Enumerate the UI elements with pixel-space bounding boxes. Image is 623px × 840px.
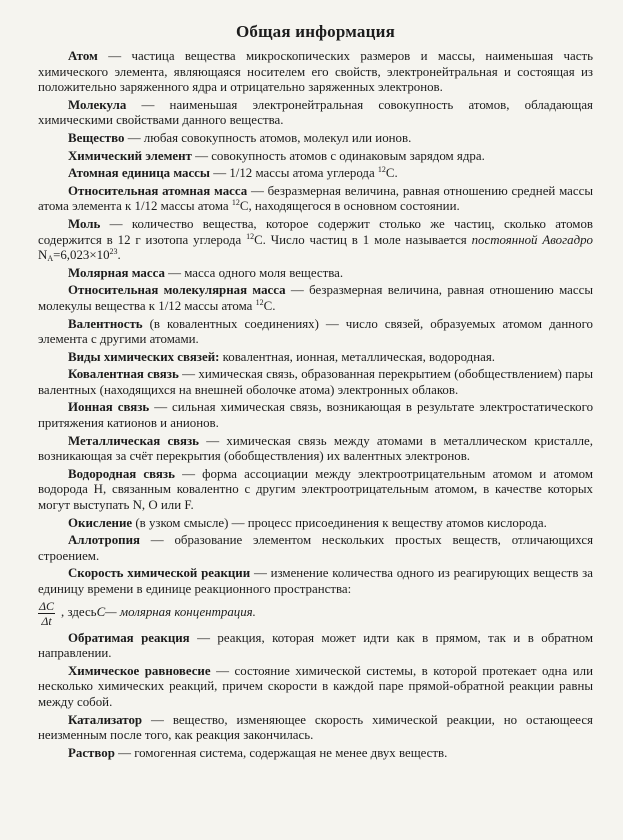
- definition-bond-types: [38, 350, 593, 366]
- definition-chemical-equilibrium: [38, 664, 593, 711]
- definition-text: C, находящегося в основном состоянии.: [239, 199, 460, 214]
- definition-text: — состояние химической системы, в которой протекает одна или несколько химических реакций, причем скорости в каждой паре прямой-обратной реакции равны между собой.: [38, 663, 593, 709]
- definition-text: — масса одного моля вещества.: [164, 265, 344, 280]
- definition-atomic-mass-unit: [38, 166, 593, 182]
- definition-text: — любая совокупность атомов, молекул или ионов.: [124, 130, 412, 145]
- definition-allotropy: [38, 533, 593, 564]
- definition-relative-molecular-mass: [38, 283, 593, 314]
- definition-text: — безразмерная величина, равная отношению средней массы атома элемента к 1/12 массы атома: [38, 183, 593, 214]
- formula-text: , здесь: [61, 605, 97, 620]
- definition-text: — изменение количества одного из реагирующих веществ за единицу времени в единице реакционного пространства:: [38, 566, 593, 596]
- definition-substance: [38, 131, 593, 147]
- definition-text: — вещество, изменяющее скорость химической реакции, но остающееся неизменным после того, как реакция закончилась.: [38, 712, 593, 743]
- definition-ionic-bond: [38, 400, 593, 431]
- term: Валентность: [68, 316, 143, 331]
- definition-text: — химическая связь между атомами в металлическом кристалле, возникающая за счёт перекрытия (обобществления) их валентных электронов.: [38, 433, 594, 464]
- term: Виды химических связей:: [68, 349, 220, 364]
- definition-text: — химическая связь, образованная перекрытием (обобществлением) пары валентных (находящихся на внешней оболочке атома) электронных облаков.: [38, 367, 593, 397]
- definition-text: — количество вещества, которое содержит столько же частиц, сколько атомов содержится в 12 г изотопа углерода: [38, 216, 593, 247]
- definition-molecule: [38, 98, 593, 129]
- term: Ковалентная связь: [68, 367, 179, 382]
- definition-text: =6,023×10: [53, 248, 110, 263]
- term: Водородная связь: [68, 466, 175, 481]
- definition-reversible-reaction: [38, 631, 593, 662]
- term: Металлическая связь: [68, 433, 199, 448]
- term: Атом: [68, 49, 98, 63]
- superscript: 12: [377, 165, 386, 175]
- term: Обратимая реакция: [68, 630, 190, 645]
- term: Химическое равновесие: [68, 663, 211, 678]
- term: Окисление: [68, 515, 133, 530]
- superscript: 23: [109, 247, 118, 257]
- definition-text: (в ковалентных соединениях) — число связей, образуемых атомом данного элемента с другими атомами.: [38, 316, 593, 347]
- definition-covalent-bond: [38, 367, 593, 398]
- definition-text: — частица вещества микроскопических размеров и массы, наименьшая часть химического элемента, являющаяся носителем его свойств, электронейтральная и состоящая из положительно заряженного ядра и отрицательно заряженных электронов.: [38, 49, 593, 95]
- definition-text: — реакция, которая может идти как в прямом, так и в обратном направлении.: [38, 630, 593, 661]
- definition-text: — сильная химическая связь, возникающая в результате электростатического притяжения катионов и анионов.: [38, 400, 594, 431]
- subscript: A: [47, 254, 54, 264]
- term: Катализатор: [68, 712, 143, 727]
- definition-chemical-element: [38, 149, 593, 165]
- term: Относительная молекулярная масса: [68, 283, 286, 298]
- definition-text: — безразмерная величина, равная отношению массы молекулы вещества к 1/12 массы атома: [38, 283, 593, 313]
- definition-text: — 1/12 массы атома углерода: [209, 166, 378, 181]
- fraction-numerator: ΔC: [39, 598, 55, 613]
- fraction-denominator: Δt: [41, 613, 52, 628]
- term: Скорость химической реакции: [68, 566, 251, 581]
- term: Вещество: [68, 130, 125, 145]
- italic-text: постоянной Авогадро: [471, 232, 593, 247]
- definition-text: .: [117, 248, 121, 263]
- definition-catalyst: [38, 713, 593, 744]
- definition-atom: [38, 49, 593, 96]
- term: Раствор: [68, 745, 115, 760]
- superscript: 12: [231, 198, 240, 208]
- superscript: 12: [246, 231, 255, 241]
- page-title: Общая информация: [235, 22, 396, 41]
- definition-solution: [38, 746, 593, 762]
- definition-text: — гомогенная система, содержащая не менее двух веществ.: [114, 745, 448, 760]
- definition-text: — форма ассоциации между электроотрицательным атомом и атомом водорода H, связанным ковалентно с другим электроотрицательным атомом, в качестве которых могут выступать N, O или F.: [38, 466, 593, 513]
- definition-mole: [38, 217, 593, 264]
- definition-text: — наименьшая электронейтральная совокупность атомов, обладающая химическими свойствами данного вещества.: [38, 97, 593, 128]
- definition-text: ковалентная, ионная, металлическая, водородная.: [219, 349, 495, 364]
- definition-text: — образование элементом нескольких простых веществ, отличающихся строением.: [38, 533, 593, 563]
- formula-variable: C: [96, 605, 106, 620]
- superscript: 12: [255, 297, 264, 307]
- reaction-rate-formula: [38, 600, 593, 627]
- definition-text: — совокупность атомов с одинаковым зарядом ядра.: [191, 148, 485, 163]
- term: Относительная атомная масса: [68, 183, 248, 198]
- term: Химический элемент: [68, 148, 192, 163]
- definition-oxidation: [38, 516, 593, 532]
- definition-molar-mass: [38, 266, 593, 282]
- term: Атомная единица массы: [68, 166, 210, 181]
- definition-text: (в узком смысле) — процесс присоединения к веществу атомов кислорода.: [132, 515, 547, 530]
- definition-metallic-bond: [38, 434, 593, 465]
- term: Аллотропия: [68, 533, 140, 548]
- term: Молекула: [68, 97, 127, 112]
- fraction: [38, 600, 55, 627]
- term: Ионная связь: [68, 400, 150, 415]
- definition-text: C.: [263, 298, 276, 313]
- definition-valence: [38, 317, 593, 348]
- term: Молярная масса: [68, 265, 165, 280]
- definition-text: C. Число частиц в 1 моле называется: [254, 232, 472, 247]
- definition-hydrogen-bond: [38, 467, 593, 514]
- definition-text: C.: [385, 166, 398, 181]
- definition-reaction-rate: [38, 566, 593, 597]
- definition-relative-atomic-mass: [38, 184, 593, 215]
- term: Моль: [68, 216, 101, 231]
- formula-italic-text: — молярная концентрация.: [105, 605, 256, 620]
- definition-text: N: [38, 248, 48, 263]
